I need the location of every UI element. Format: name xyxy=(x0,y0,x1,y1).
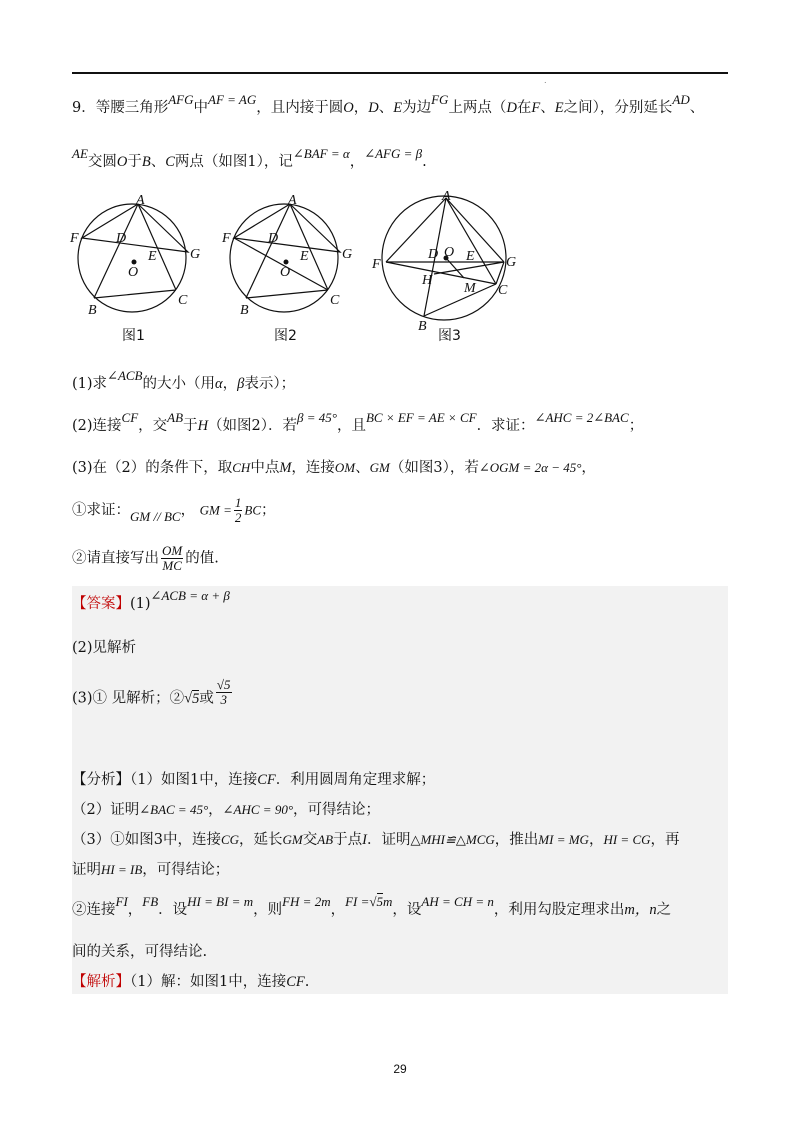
analysis-5: ②连接FI，FB．设HI = BI = m，则FH = 2m，FI =√5m，设AH = CH = n，利用勾股定理求出m，n之 xyxy=(72,894,672,918)
svg-text:E: E xyxy=(300,249,309,264)
svg-text:C: C xyxy=(498,283,508,298)
svg-text:C: C xyxy=(330,293,340,308)
problem-line-2: AE交圆O于B、C两点（如图1），记∠BAF = α，∠AFG = β. xyxy=(72,146,427,170)
svg-text:F: F xyxy=(372,257,381,272)
analysis-label: 【分析】 xyxy=(72,772,130,788)
solution-label: 【解析】 xyxy=(72,974,130,990)
svg-text:A: A xyxy=(288,193,297,208)
svg-text:O: O xyxy=(444,245,455,260)
analysis-1: 【分析】（1）如图1中，连接CF．利用圆周角定理求解； xyxy=(72,772,436,788)
svg-text:O: O xyxy=(128,265,139,280)
svg-text:D: D xyxy=(428,247,439,262)
question-3: (3)在（2）的条件下，取CH中点M，连接OM、GM（如图3），若∠OGM = 2α − 45°， xyxy=(72,460,596,476)
svg-text:M: M xyxy=(464,281,476,296)
analysis-2: （2）证明∠BAC = 45°，∠AHC = 90°，可得结论； xyxy=(72,802,381,818)
svg-text:E: E xyxy=(466,249,475,264)
svg-text:E: E xyxy=(148,249,157,264)
sub-question-2: ②请直接写出 $\frac{OM}{MC}$ 的值. xyxy=(72,543,219,573)
svg-text:C: C xyxy=(178,293,188,308)
svg-text:B: B xyxy=(88,303,97,318)
solution-start: 【解析】（1）解：如图1中，连接CF. xyxy=(72,974,310,990)
analysis-3: （3）①如图3中，连接CG，延长GM交AB于点I．证明△MHI≌△MCG，推出MI = MG，HI = CG，再 xyxy=(72,832,680,848)
answer-panel xyxy=(72,586,728,994)
answer-3: (3)① 见解析；②√5或 $\frac{√5}{3}$ xyxy=(72,677,231,707)
svg-text:G: G xyxy=(506,255,517,270)
svg-text:D: D xyxy=(268,231,279,246)
decorative-dot: . xyxy=(544,76,547,85)
question-2: (2)连接CF，交AB于H（如图2）．若β = 45°，且BC × EF = AE × CF．求证：∠AHC = 2∠BAC； xyxy=(72,410,644,434)
svg-text:D: D xyxy=(116,231,127,246)
svg-text:G: G xyxy=(342,247,353,262)
answer-2: (2)见解析 xyxy=(72,640,137,656)
problem-line-1: 9．等腰三角形AFG中AF = AG，且内接于圆O，D、E为边FG上两点（D在F、E之间），分别延长AD、 xyxy=(72,92,705,116)
answer-label: 【答案】 xyxy=(72,596,130,612)
svg-text:H: H xyxy=(422,273,433,288)
figure-3 xyxy=(371,189,516,344)
header-rule xyxy=(72,72,728,74)
svg-text:A: A xyxy=(442,189,451,204)
svg-text:A: A xyxy=(136,193,145,208)
answer-1: 【答案】(1)∠ACB = α + β xyxy=(72,588,230,612)
question-1: (1)求∠ACB的大小（用α，β表示）； xyxy=(72,368,296,392)
figure-2 xyxy=(221,193,352,344)
svg-text:B: B xyxy=(240,303,249,318)
sub-question-1: ①求证：GM // BC， GM = $\frac{1}{2}$ BC； xyxy=(72,495,276,525)
figure-1-caption: 图1 xyxy=(122,328,145,344)
svg-text:B: B xyxy=(418,319,427,334)
figure-1 xyxy=(69,193,200,344)
figures-row xyxy=(70,186,517,350)
page-number: 29 xyxy=(393,1062,407,1076)
analysis-6: 间的关系，可得结论. xyxy=(72,944,208,960)
geometry-figures xyxy=(70,186,517,346)
svg-text:G: G xyxy=(190,247,201,262)
figure-2-caption: 图2 xyxy=(274,328,297,344)
figure-3-caption: 图3 xyxy=(438,328,461,344)
svg-text:O: O xyxy=(280,265,291,280)
svg-text:F: F xyxy=(70,231,79,246)
analysis-4: 证明HI = IB，可得结论； xyxy=(72,862,230,878)
svg-text:F: F xyxy=(222,231,231,246)
